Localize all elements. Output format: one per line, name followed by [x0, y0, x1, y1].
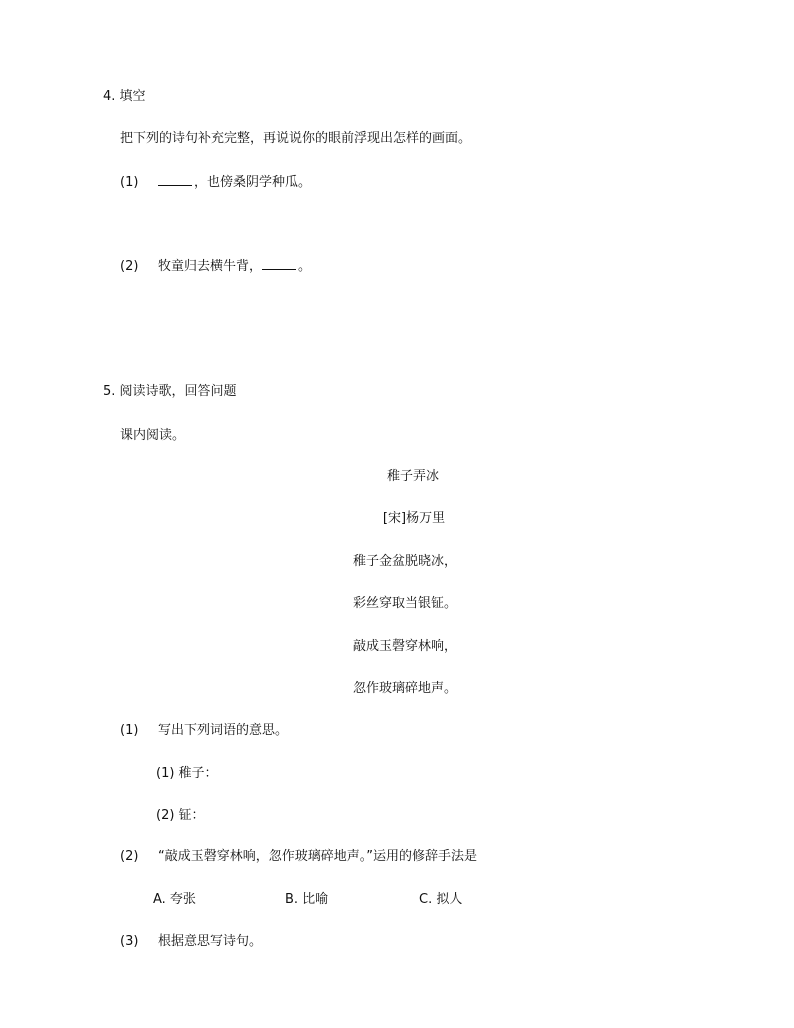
poem-line-3: 敲成玉磬穿林响， [352, 639, 457, 654]
poem-author: [宋]杨万里 [382, 511, 446, 526]
poem-line-2: 彩丝穿取当银钲。 [352, 596, 457, 611]
q5-intro: 课内阅读。 [120, 428, 186, 443]
poem-line-1: 稚子金盆脱晓冰， [352, 554, 457, 569]
q4-heading: 4. 填空 [103, 89, 146, 104]
q4-item-2-end: 。 [298, 259, 312, 274]
q5-sub1-text: 写出下列词语的意思。 [158, 723, 289, 738]
poem-title: 稚子弄冰 [386, 469, 439, 484]
option-c[interactable]: C. 拟人 [419, 892, 463, 907]
q5-sub3-num: (3) [120, 934, 139, 949]
q4-item-1-blank[interactable] [158, 173, 192, 186]
q5-sub1 [120, 722, 288, 740]
option-b[interactable]: B. 比喻 [285, 892, 329, 907]
q4-item-2-text: 牧童归去横牛背， [158, 259, 263, 274]
q5-sub2 [120, 848, 477, 866]
q5-sub2-num: (2) [120, 849, 139, 864]
q5-sub3 [120, 933, 262, 951]
poem-line-4: 忽作玻璃碎地声。 [352, 681, 457, 696]
q4-item-1-text: ，也傍桑阴学种瓜。 [194, 175, 312, 190]
option-a[interactable]: A. 夸张 [153, 892, 196, 907]
q4-item-1-num: (1) [120, 175, 139, 190]
q4-item-2 [120, 257, 311, 276]
q4-instruction: 把下列的诗句补充完整，再说说你的眼前浮现出怎样的画面。 [120, 131, 472, 146]
q5-heading: 5. 阅读诗歌，回答问题 [103, 384, 237, 399]
q4-item-2-num: (2) [120, 259, 139, 274]
q5-sub1-part-2: (2) 钲： [156, 808, 205, 823]
q5-sub2-text: “敲成玉磬穿林响，忽作玻璃碎地声。”运用的修辞手法是 [158, 849, 477, 864]
q5-sub1-part-1: (1) 稚子： [156, 766, 218, 781]
q4-item-2-blank[interactable] [262, 257, 296, 270]
q5-sub1-num: (1) [120, 723, 139, 738]
q4-item-1 [120, 173, 311, 192]
q5-sub3-text: 根据意思写诗句。 [158, 934, 263, 949]
